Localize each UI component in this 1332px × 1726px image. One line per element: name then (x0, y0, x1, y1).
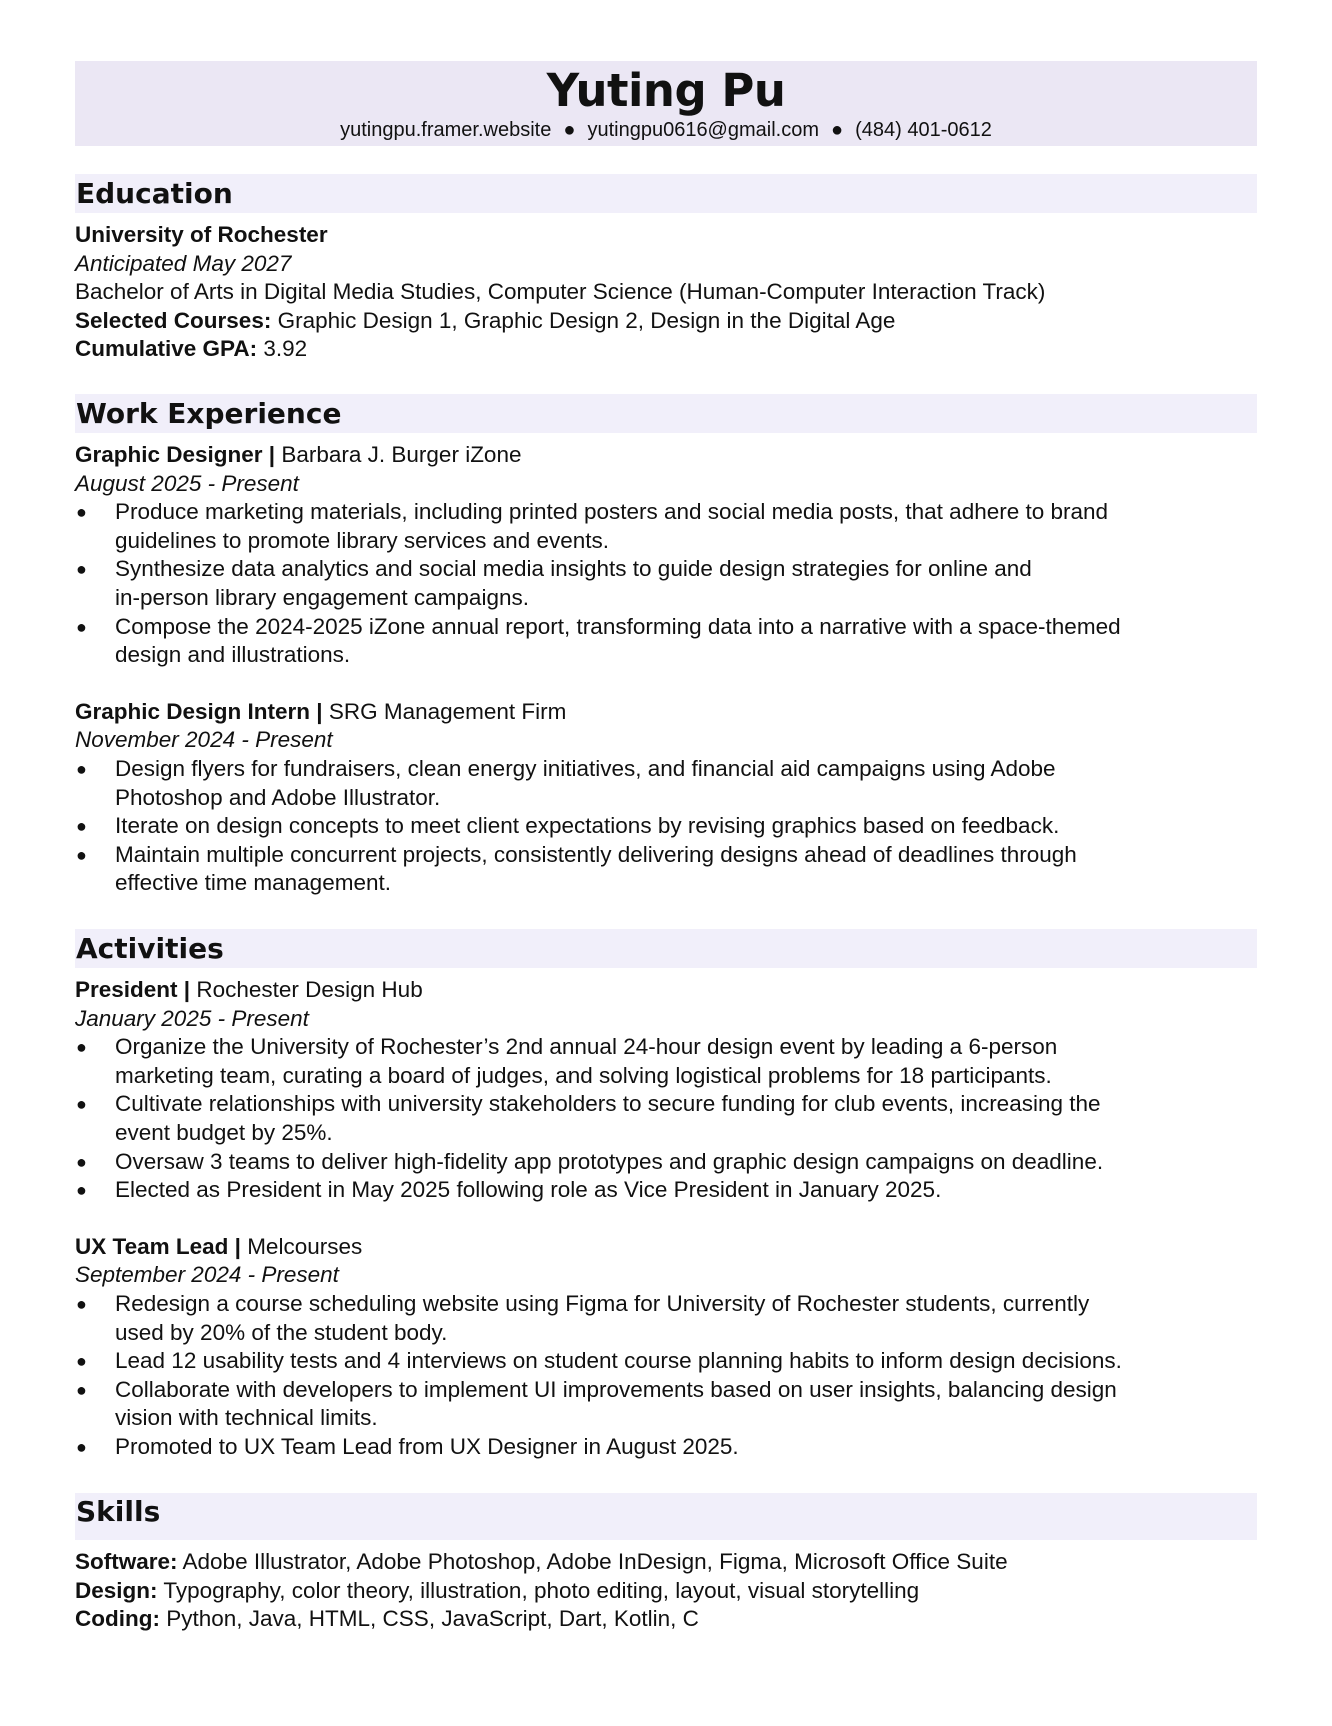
courses-label: Selected Courses: (75, 307, 272, 333)
bullet-item (75, 498, 1257, 555)
courses-value: Graphic Design 1, Graphic Design 2, Design in the Digital Age (271, 307, 896, 333)
section-heading: Activities (75, 929, 1257, 968)
software-value: Adobe Illustrator, Adobe Photoshop, Adobe InDesign, Figma, Microsoft Office Suite (177, 1549, 1008, 1574)
bullet-text: guidelines to promote library services and events. (115, 527, 610, 553)
skills-section (75, 1493, 1257, 1634)
bullet-text: ● Elected as President in May 2025 following role as Vice President in January 2025. (115, 1177, 942, 1203)
activities-section (75, 929, 1257, 1462)
header (75, 61, 1257, 146)
bullet-text: effective time management. (115, 870, 391, 896)
email-link[interactable]: yutingpu0616@gmail.com (587, 119, 819, 141)
activity-org: Rochester Design Hub (196, 977, 423, 1002)
bullet-text: ● Collaborate with developers to implement UI improvements based on user insights, balancing design (115, 1376, 1117, 1402)
skills-block (75, 1548, 1257, 1634)
coding-line (75, 1605, 1257, 1634)
activity-role: UX Team Lead | (75, 1233, 248, 1259)
bullet-item (75, 841, 1257, 898)
contact-line (75, 117, 1257, 143)
section-heading: Skills (75, 1493, 1257, 1540)
education-section (75, 174, 1257, 364)
job-title-line (75, 441, 1257, 470)
job-org: SRG Management Firm (328, 698, 567, 724)
job-date: November 2024 - Present (75, 727, 333, 753)
candidate-name: Yuting Pu (546, 64, 786, 117)
activity-title-line (75, 1233, 1257, 1262)
bullet-text: ● Maintain multiple concurrent projects, consistently delivering designs ahead of deadlines through (115, 841, 1077, 867)
bullet-item (75, 812, 1257, 841)
activity-entry (75, 976, 1257, 1205)
bullet-item (75, 1290, 1257, 1347)
software-line (75, 1548, 1257, 1577)
activity-date: January 2025 - Present (75, 1005, 309, 1031)
website-link[interactable]: yutingpu.framer.website (340, 119, 552, 141)
bullet-text: ● Redesign a course scheduling website using Figma for University of Rochester students, currently (115, 1290, 1090, 1316)
design-line (75, 1577, 1257, 1606)
activity-entry (75, 1233, 1257, 1462)
bullet-list (75, 755, 1257, 898)
design-label: Design: (75, 1577, 158, 1603)
activity-role: President | (75, 977, 197, 1002)
job-org: Barbara J. Burger iZone (281, 442, 522, 467)
software-label: Software: (75, 1549, 178, 1574)
bullet-item (75, 1376, 1257, 1433)
school-name: University of Rochester (75, 222, 328, 247)
degree: Bachelor of Arts in Digital Media Studies, Computer Science (Human-Computer Interaction Track) (75, 279, 1046, 305)
bullet-text: ● Organize the University of Rochester’s 2nd annual 24-hour design event by leading a 6-person (115, 1034, 1058, 1060)
gpa-value: 3.92 (257, 336, 308, 362)
bullet-item (75, 1090, 1257, 1147)
bullet-item (75, 1176, 1257, 1205)
section-heading: Work Experience (75, 394, 1257, 433)
phone-number: (484) 401-0612 (855, 119, 992, 141)
coding-label: Coding: (75, 1606, 160, 1632)
activity-org: Melcourses (247, 1233, 363, 1259)
bullet-text: design and illustrations. (115, 642, 351, 668)
bullet-item (75, 1433, 1257, 1462)
gpa-line (75, 335, 1257, 364)
bullet-text: in-person library engagement campaigns. (115, 584, 529, 610)
job-entry (75, 441, 1257, 670)
bullet-item (75, 1148, 1257, 1177)
bullet-item (75, 555, 1257, 612)
bullet-text: ● Oversaw 3 teams to deliver high-fidelity app prototypes and graphic design campaigns on deadline. (115, 1148, 1104, 1174)
bullet-text: ● Iterate on design concepts to meet client expectations by revising graphics based on feedback. (115, 813, 1060, 839)
job-date: August 2025 - Present (75, 470, 299, 496)
bullet-item (75, 755, 1257, 812)
section-heading: Education (75, 174, 1257, 213)
job-role: Graphic Design Intern | (75, 698, 329, 724)
activity-date: September 2024 - Present (75, 1262, 339, 1288)
gpa-label: Cumulative GPA: (75, 336, 258, 362)
bullet-text: used by 20% of the student body. (115, 1319, 448, 1345)
bullet-text: ● Compose the 2024-2025 iZone annual report, transforming data into a narrative with a space-themed (115, 613, 1121, 639)
bullet-list (75, 1033, 1257, 1205)
education-block (75, 221, 1257, 364)
bullet-text: ● Design flyers for fundraisers, clean energy initiatives, and financial aid campaigns using Adobe (115, 755, 1056, 781)
bullet-text: ● Promoted to UX Team Lead from UX Designer in August 2025. (115, 1433, 739, 1459)
bullet-list (75, 1290, 1257, 1462)
bullet-text: ● Cultivate relationships with university stakeholders to secure funding for club events, increasing the (115, 1091, 1101, 1117)
bullet-list (75, 498, 1257, 670)
bullet-text: event budget by 25%. (115, 1119, 333, 1145)
bullet-item (75, 613, 1257, 670)
bullet-text: Photoshop and Adobe Illustrator. (115, 784, 441, 810)
job-entry (75, 698, 1257, 898)
bullet-text: vision with technical limits. (115, 1405, 378, 1431)
bullet-text: ● Lead 12 usability tests and 4 interviews on student course planning habits to inform design decisions. (115, 1348, 1122, 1374)
work-section (75, 394, 1257, 898)
courses-line (75, 307, 1257, 336)
job-role: Graphic Designer | (75, 442, 282, 467)
bullet-text: marketing team, curating a board of judges, and solving logistical problems for 18 participants. (115, 1062, 1052, 1088)
bullet-text: ● Produce marketing materials, including printed posters and social media posts, that adhere to brand (115, 499, 1109, 525)
job-title-line (75, 698, 1257, 727)
activity-title-line (75, 976, 1257, 1005)
bullet-item (75, 1033, 1257, 1090)
separator: ● (563, 119, 576, 141)
separator: ● (831, 119, 844, 141)
coding-value: Python, Java, HTML, CSS, JavaScript, Dart, Kotlin, C (159, 1606, 699, 1632)
bullet-text: ● Synthesize data analytics and social media insights to guide design strategies for online and (115, 556, 1032, 582)
design-value: Typography, color theory, illustration, photo editing, layout, visual storytelling (157, 1577, 920, 1603)
graduation-date: Anticipated May 2027 (75, 250, 292, 276)
bullet-item (75, 1347, 1257, 1376)
